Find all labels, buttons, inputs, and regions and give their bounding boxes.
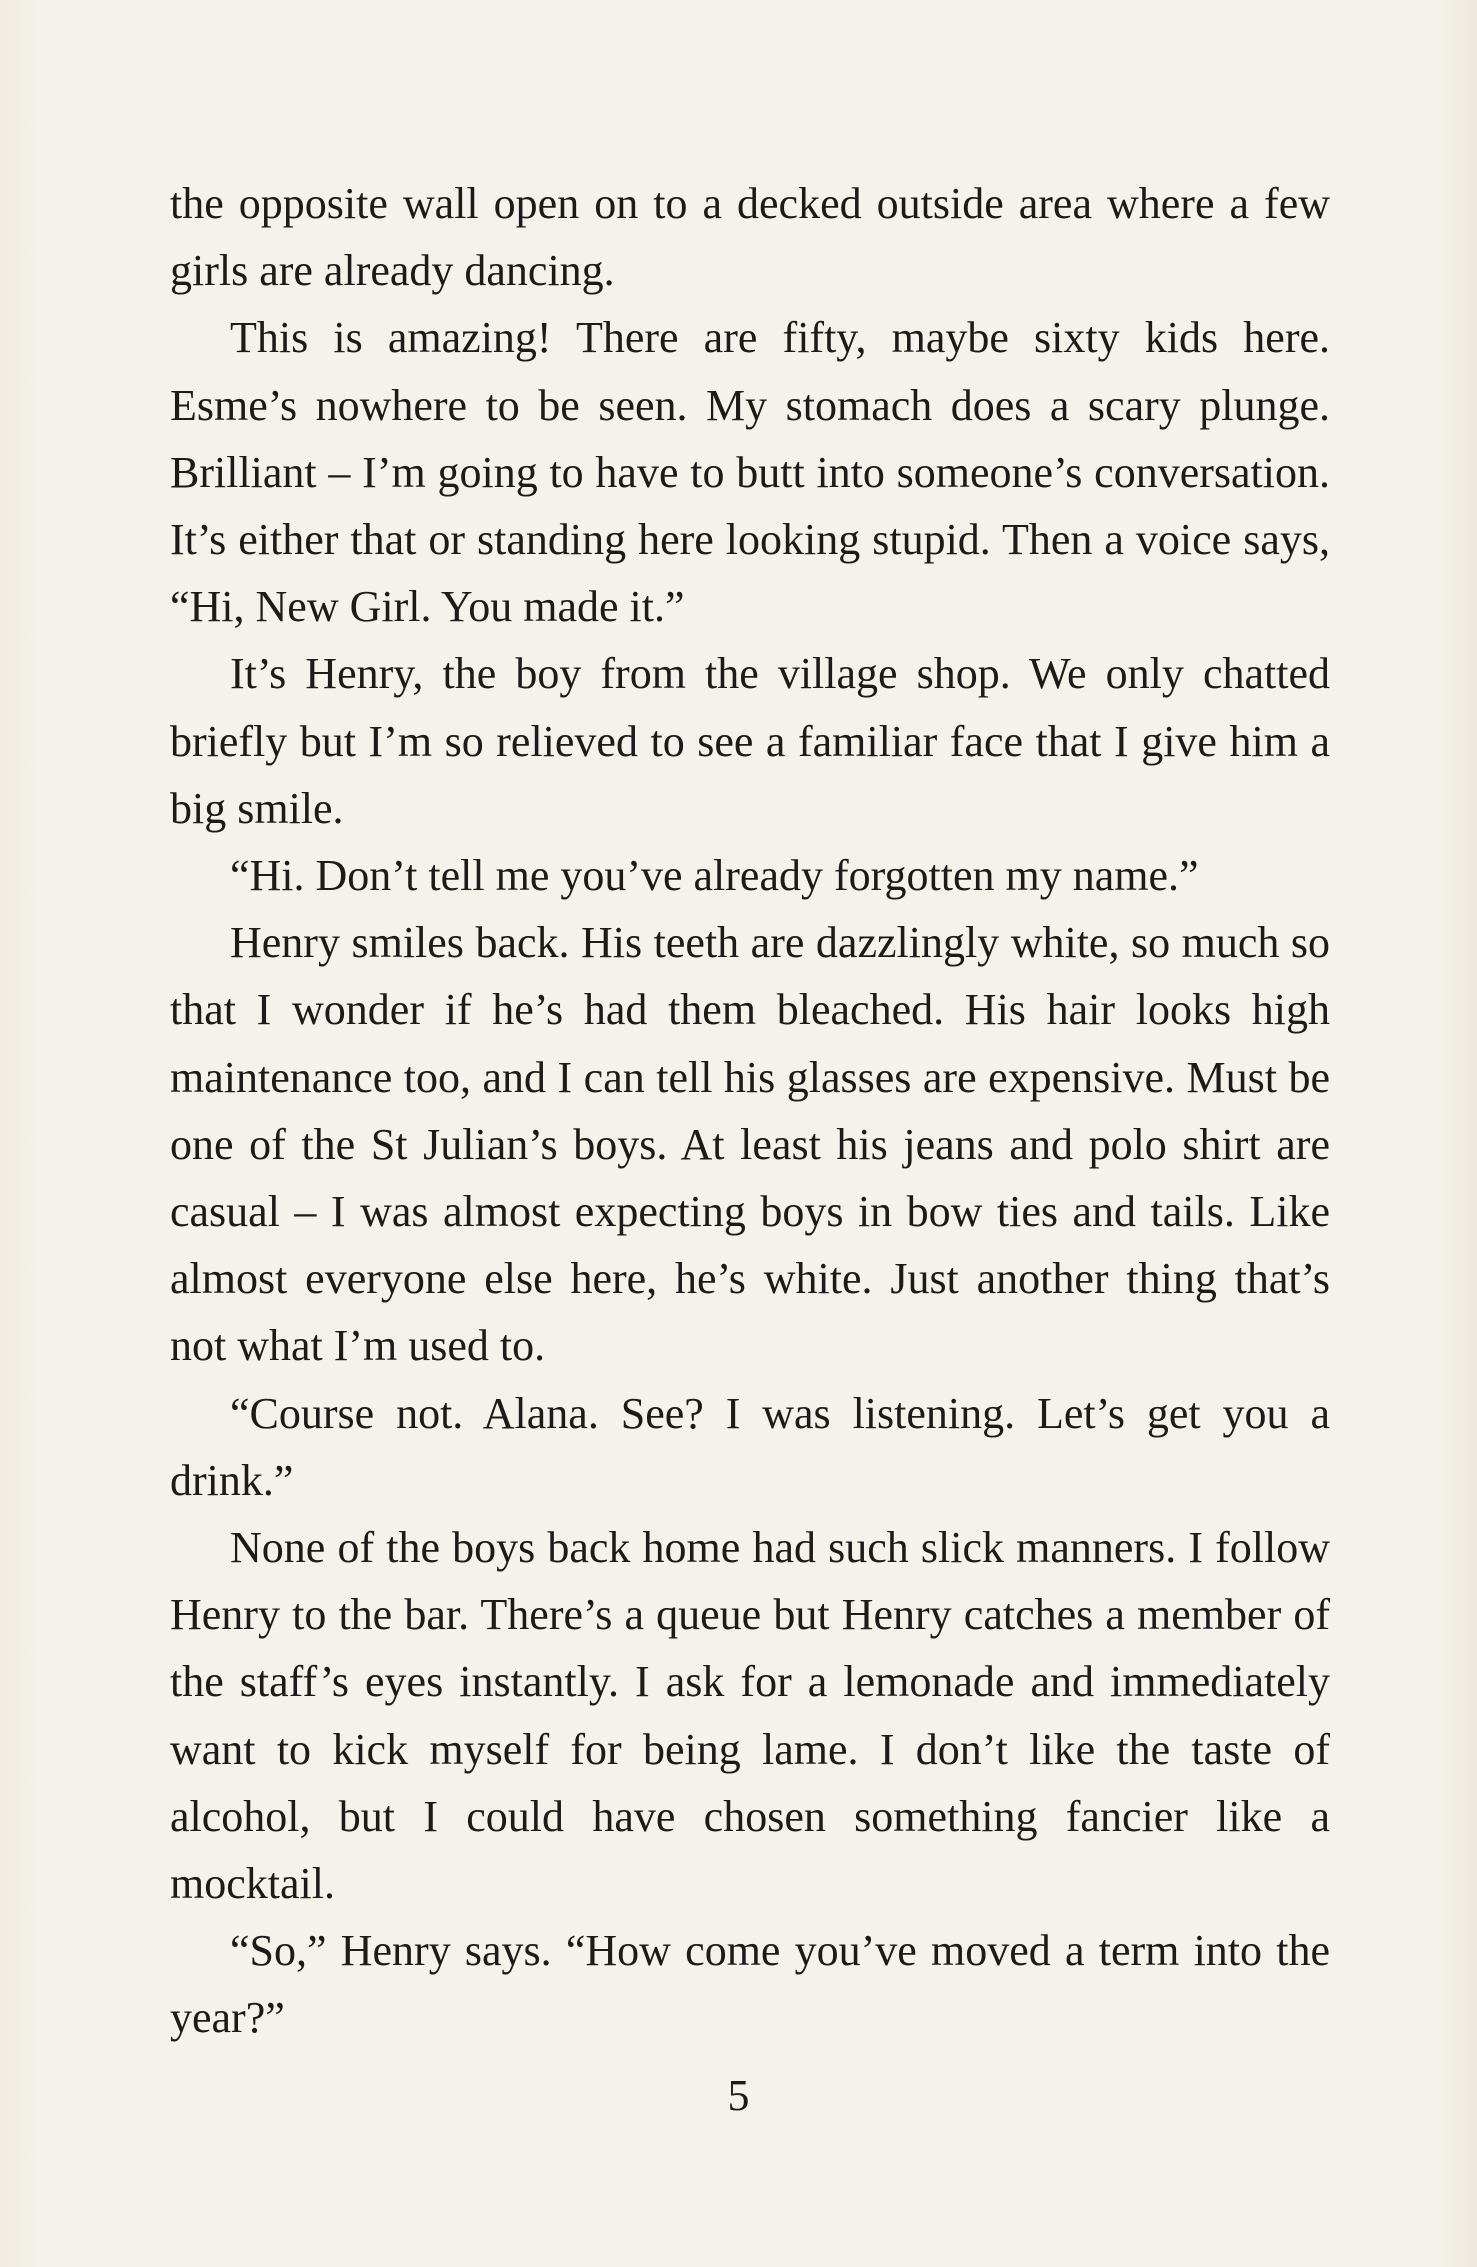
body-text bbox=[170, 170, 1330, 2052]
paragraph: “So,” Henry says. “How come you’ve moved a term into the year?” bbox=[170, 1926, 1330, 2043]
paragraph: None of the boys back home had such slick manners. I follow Henry to the bar. There’s a queue but Henry catches a member of the staff’s eyes instantly. I ask for a lemonade and immediately want to kick myself for being lame. I don’t like the taste of alcohol, but I could have chosen something fancier like a mocktail. bbox=[170, 1523, 1330, 1909]
paragraph: This is amazing! There are fifty, maybe sixty kids here. Esme’s nowhere to be seen. My stomach does a scary plunge. Brilliant – I’m going to have to butt into someone’s conversation. It’s either that or standing here looking stupid. Then a voice says, “Hi, New Girl. You made it.” bbox=[170, 313, 1330, 632]
paragraph: “Course not. Alana. See? I was listening. Let’s get you a drink.” bbox=[170, 1388, 1330, 1505]
paragraph-continuation: the opposite wall open on to a decked outside area where a few girls are already dancing. bbox=[170, 179, 1330, 296]
page-number: 5 bbox=[727, 2071, 750, 2120]
paragraph: It’s Henry, the boy from the village shop. We only chatted briefly but I’m so relieved to see a familiar face that I give him a big smile. bbox=[170, 649, 1330, 833]
paragraph: “Hi. Don’t tell me you’ve already forgotten my name.” bbox=[230, 851, 1199, 901]
paragraph: Henry smiles back. His teeth are dazzlingly white, so much so that I wonder if he’s had them bleached. His hair looks high maintenance too, and I can tell his glasses are expensive. Must be one of the St Julian’s boys. At least his jeans and polo shirt are casual – I was almost expecting boys in bow ties and tails. Like almost everyone else here, he’s white. Just another thing that’s not what I’m used to. bbox=[170, 918, 1330, 1371]
